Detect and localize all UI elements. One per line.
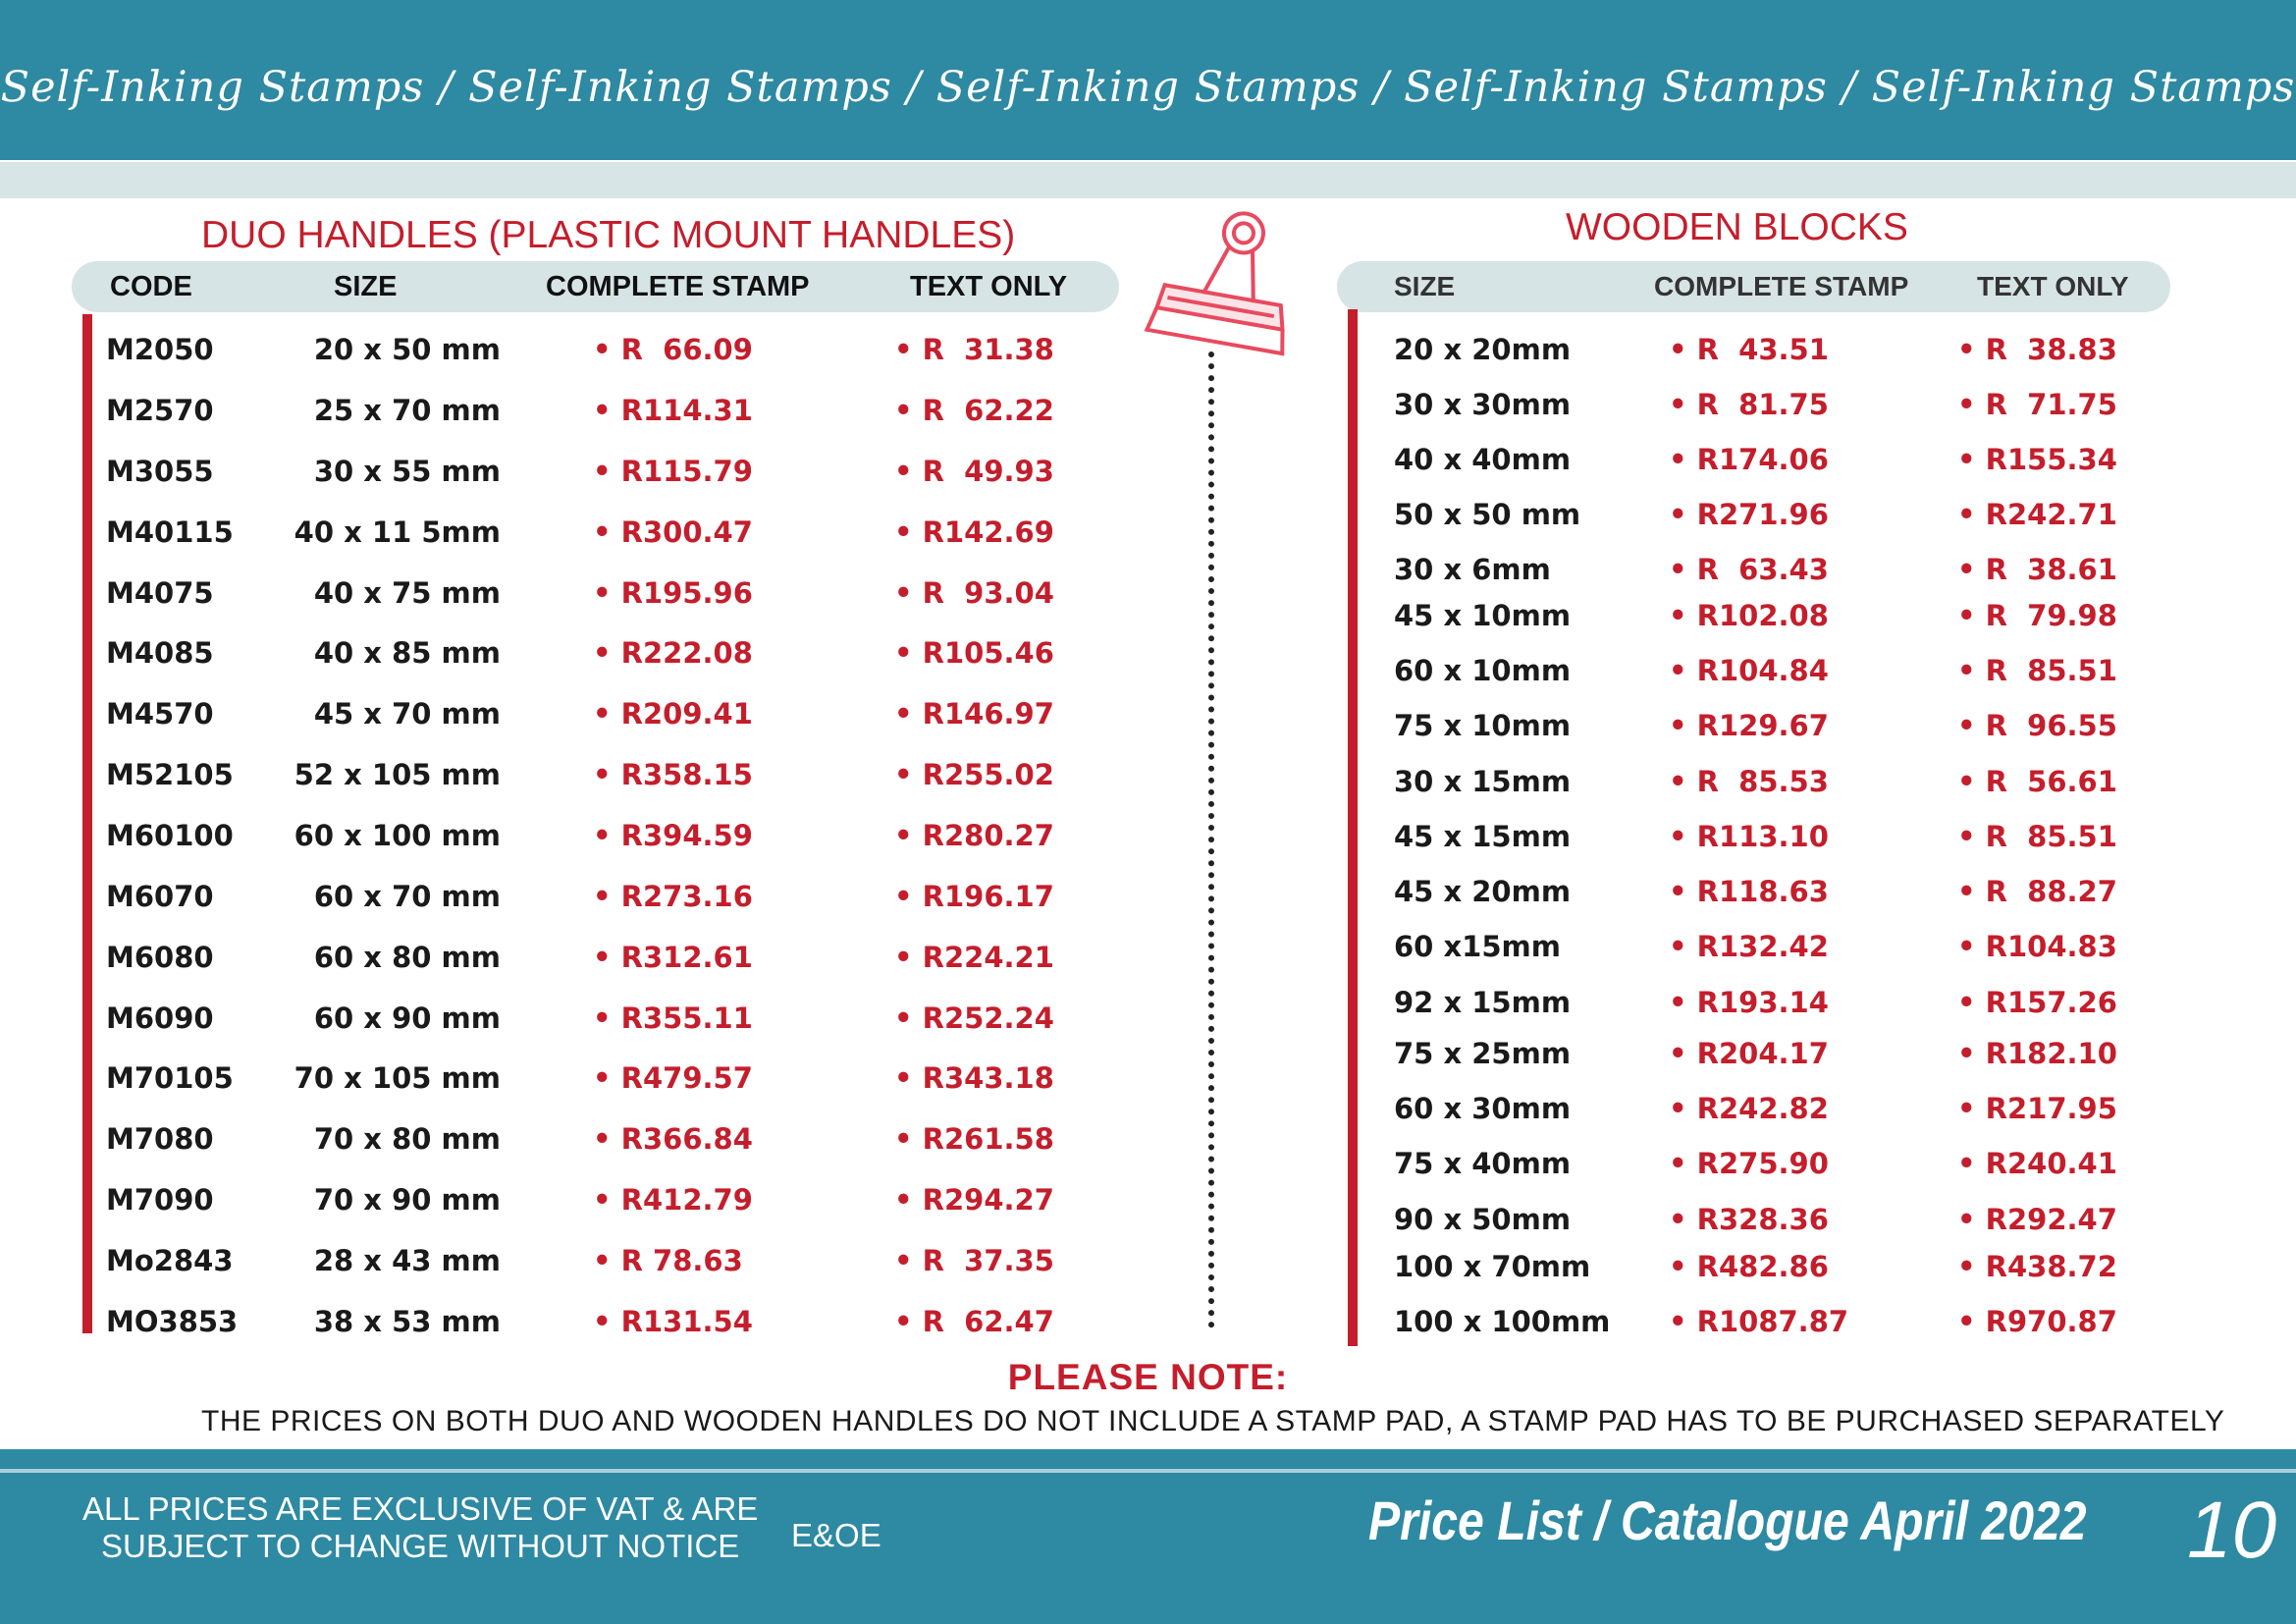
- wooden-text-only-price-cell: • R292.47: [1957, 1203, 2117, 1236]
- wooden-complete-price-cell: • R275.90: [1669, 1147, 1829, 1180]
- wooden-complete-price-cell: • R104.84: [1669, 654, 1829, 687]
- duo-complete-price-cell: • R366.84: [593, 1122, 753, 1156]
- wooden-size-cell: 60 x 10mm: [1394, 654, 1572, 687]
- duo-complete-price-cell: • R358.15: [593, 758, 753, 791]
- wooden-complete-price-cell: • R132.42: [1669, 930, 1829, 963]
- wooden-complete-price-cell: • R204.17: [1669, 1037, 1829, 1070]
- wooden-text-only-price-cell: • R242.71: [1957, 498, 2117, 531]
- duo-code-cell: M2570: [106, 394, 214, 427]
- wooden-size-cell: 45 x 10mm: [1394, 599, 1572, 632]
- duo-header-code: CODE: [110, 271, 192, 302]
- wooden-text-only-price-cell: • R970.87: [1957, 1305, 2117, 1338]
- wooden-size-cell: 75 x 25mm: [1394, 1037, 1572, 1070]
- duo-complete-price-cell: • R300.47: [593, 515, 753, 549]
- duo-text-only-price-cell: • R343.18: [894, 1061, 1054, 1095]
- wooden-header-text-only: TEXT ONLY: [1977, 271, 2129, 301]
- vat-disclaimer-line-1: ALL PRICES ARE EXCLUSIVE OF VAT & ARE: [82, 1490, 759, 1527]
- duo-size-cell: 60 x 70 mm: [313, 880, 501, 913]
- duo-code-cell: M4075: [106, 576, 214, 610]
- footer-rule: [0, 1469, 2296, 1473]
- wooden-size-cell: 100 x 70mm: [1394, 1250, 1591, 1283]
- wooden-text-only-price-cell: • R155.34: [1957, 443, 2117, 476]
- duo-complete-price-cell: • R 78.63: [593, 1244, 743, 1277]
- wooden-complete-price-cell: • R129.67: [1669, 709, 1829, 742]
- duo-text-only-price-cell: • R142.69: [894, 515, 1054, 549]
- wooden-size-cell: 40 x 40mm: [1394, 443, 1572, 476]
- wooden-text-only-price-cell: • R 56.61: [1957, 765, 2117, 798]
- duo-text-only-price-cell: • R 93.04: [894, 576, 1054, 610]
- wooden-complete-price-cell: • R242.82: [1669, 1092, 1829, 1125]
- duo-size-cell: 45 x 70 mm: [313, 697, 501, 731]
- wooden-size-cell: 30 x 30mm: [1394, 388, 1572, 421]
- banner-title: Self-Inking Stamps / Self-Inking Stamps / Self-Inking Stamps / Self-Inking Stamps / Self-Inking Stamps: [0, 63, 2296, 112]
- duo-code-cell: M6070: [106, 880, 214, 913]
- wooden-text-only-price-cell: • R 38.83: [1957, 333, 2117, 366]
- duo-complete-price-cell: • R479.57: [593, 1061, 753, 1095]
- banner-stripe: [0, 162, 2296, 198]
- wooden-text-only-price-cell: • R 85.51: [1957, 820, 2117, 853]
- wooden-accent-bar: [1348, 309, 1358, 1346]
- duo-code-cell: M3055: [106, 455, 214, 488]
- page-number: 10: [2187, 1486, 2277, 1575]
- wooden-size-cell: 75 x 40mm: [1394, 1147, 1572, 1180]
- duo-text-only-price-cell: • R 31.38: [894, 333, 1054, 366]
- duo-code-cell: M6080: [106, 941, 214, 974]
- duo-section-title: DUO HANDLES (PLASTIC MOUNT HANDLES): [201, 214, 1016, 256]
- bulldog-clip-icon: [1137, 198, 1304, 365]
- duo-size-cell: 40 x 75 mm: [313, 576, 501, 610]
- center-dotted-divider: [1208, 352, 1214, 1328]
- wooden-size-cell: 100 x 100mm: [1394, 1305, 1611, 1338]
- wooden-size-cell: 60 x15mm: [1394, 930, 1561, 963]
- wooden-complete-price-cell: • R 81.75: [1669, 388, 1829, 421]
- duo-size-cell: 40 x 11 5mm: [294, 515, 501, 549]
- duo-size-cell: 38 x 53 mm: [313, 1305, 501, 1338]
- duo-code-cell: M4085: [106, 636, 214, 670]
- wooden-complete-price-cell: • R113.10: [1669, 820, 1829, 853]
- wooden-text-only-price-cell: • R182.10: [1957, 1037, 2117, 1070]
- duo-text-only-price-cell: • R 49.93: [894, 455, 1054, 488]
- duo-size-cell: 52 x 105 mm: [294, 758, 501, 791]
- wooden-text-only-price-cell: • R438.72: [1957, 1250, 2117, 1283]
- wooden-complete-price-cell: • R482.86: [1669, 1250, 1829, 1283]
- duo-text-only-price-cell: • R 62.47: [894, 1305, 1054, 1338]
- duo-text-only-price-cell: • R196.17: [894, 880, 1054, 913]
- vat-disclaimer-line-2: SUBJECT TO CHANGE WITHOUT NOTICE: [101, 1528, 740, 1564]
- duo-size-cell: 30 x 55 mm: [313, 455, 501, 488]
- duo-complete-price-cell: • R394.59: [593, 819, 753, 852]
- duo-size-cell: 40 x 85 mm: [313, 636, 501, 670]
- duo-complete-price-cell: • R412.79: [593, 1183, 753, 1217]
- wooden-complete-price-cell: • R328.36: [1669, 1203, 1829, 1236]
- duo-complete-price-cell: • R355.11: [593, 1001, 753, 1035]
- duo-code-cell: M60100: [106, 819, 234, 852]
- duo-header-complete: COMPLETE STAMP: [546, 271, 810, 302]
- duo-complete-price-cell: • R131.54: [593, 1305, 753, 1338]
- wooden-complete-price-cell: • R 43.51: [1669, 333, 1829, 366]
- duo-size-cell: 70 x 90 mm: [313, 1183, 501, 1217]
- wooden-complete-price-cell: • R193.14: [1669, 986, 1829, 1019]
- duo-text-only-price-cell: • R146.97: [894, 697, 1054, 731]
- wooden-header-complete: COMPLETE STAMP: [1654, 271, 1909, 301]
- duo-complete-price-cell: • R195.96: [593, 576, 753, 610]
- catalogue-title: Price List / Catalogue April 2022: [1368, 1489, 2087, 1551]
- duo-complete-price-cell: • R312.61: [593, 941, 753, 974]
- wooden-text-only-price-cell: • R 85.51: [1957, 654, 2117, 687]
- duo-size-cell: 60 x 100 mm: [294, 819, 501, 852]
- wooden-complete-price-cell: • R 63.43: [1669, 553, 1829, 586]
- duo-code-cell: M2050: [106, 333, 214, 366]
- duo-text-only-price-cell: • R105.46: [894, 636, 1054, 670]
- duo-size-cell: 60 x 80 mm: [313, 941, 501, 974]
- wooden-text-only-price-cell: • R 96.55: [1957, 709, 2117, 742]
- wooden-size-cell: 20 x 20mm: [1394, 333, 1572, 366]
- duo-header-text-only: TEXT ONLY: [910, 271, 1068, 302]
- duo-code-cell: M52105: [106, 758, 234, 791]
- duo-size-cell: 60 x 90 mm: [313, 1001, 501, 1035]
- wooden-text-only-price-cell: • R 79.98: [1957, 599, 2117, 632]
- duo-complete-price-cell: • R209.41: [593, 697, 753, 731]
- wooden-size-cell: 92 x 15mm: [1394, 986, 1572, 1019]
- duo-size-cell: 28 x 43 mm: [313, 1244, 501, 1277]
- duo-size-cell: 70 x 80 mm: [313, 1122, 501, 1156]
- wooden-complete-price-cell: • R102.08: [1669, 599, 1829, 632]
- wooden-header-size: SIZE: [1394, 271, 1456, 301]
- duo-code-cell: Mo2843: [106, 1244, 234, 1277]
- duo-text-only-price-cell: • R255.02: [894, 758, 1054, 791]
- wooden-size-cell: 45 x 15mm: [1394, 820, 1572, 853]
- duo-complete-price-cell: • R273.16: [593, 880, 753, 913]
- wooden-complete-price-cell: • R 85.53: [1669, 765, 1829, 798]
- wooden-section-title: WOODEN BLOCKS: [1566, 206, 1908, 248]
- wooden-text-only-price-cell: • R104.83: [1957, 930, 2117, 963]
- wooden-text-only-price-cell: • R157.26: [1957, 986, 2117, 1019]
- duo-size-cell: 20 x 50 mm: [313, 333, 501, 366]
- note-title: PLEASE NOTE:: [1007, 1357, 1289, 1397]
- duo-text-only-price-cell: • R 62.22: [894, 394, 1054, 427]
- note-text: THE PRICES ON BOTH DUO AND WOODEN HANDLES DO NOT INCLUDE A STAMP PAD, A STAMP PAD HAS TO BE PURCHASED SEPARATELY: [201, 1405, 2225, 1437]
- duo-complete-price-cell: • R 66.09: [593, 333, 753, 366]
- wooden-complete-price-cell: • R118.63: [1669, 875, 1829, 908]
- duo-complete-price-cell: • R114.31: [593, 394, 753, 427]
- wooden-size-cell: 30 x 15mm: [1394, 765, 1572, 798]
- wooden-size-cell: 50 x 50 mm: [1394, 498, 1581, 531]
- duo-accent-bar: [82, 314, 92, 1333]
- wooden-text-only-price-cell: • R217.95: [1957, 1092, 2117, 1125]
- duo-code-cell: M70105: [106, 1061, 234, 1095]
- duo-complete-price-cell: • R115.79: [593, 455, 753, 488]
- duo-text-only-price-cell: • R252.24: [894, 1001, 1054, 1035]
- wooden-size-cell: 90 x 50mm: [1394, 1203, 1572, 1236]
- duo-complete-price-cell: • R222.08: [593, 636, 753, 670]
- wooden-size-cell: 75 x 10mm: [1394, 709, 1572, 742]
- wooden-complete-price-cell: • R1087.87: [1669, 1305, 1849, 1338]
- wooden-size-cell: 60 x 30mm: [1394, 1092, 1572, 1125]
- wooden-complete-price-cell: • R174.06: [1669, 443, 1829, 476]
- duo-code-cell: M7090: [106, 1183, 214, 1217]
- duo-code-cell: M40115: [106, 515, 234, 549]
- wooden-complete-price-cell: • R271.96: [1669, 498, 1829, 531]
- wooden-text-only-price-cell: • R 38.61: [1957, 553, 2117, 586]
- duo-code-cell: MO3853: [106, 1305, 239, 1338]
- duo-text-only-price-cell: • R224.21: [894, 941, 1054, 974]
- wooden-text-only-price-cell: • R 71.75: [1957, 388, 2117, 421]
- duo-text-only-price-cell: • R280.27: [894, 819, 1054, 852]
- duo-code-cell: M4570: [106, 697, 214, 731]
- wooden-text-only-price-cell: • R 88.27: [1957, 875, 2117, 908]
- duo-text-only-price-cell: • R261.58: [894, 1122, 1054, 1156]
- duo-size-cell: 70 x 105 mm: [294, 1061, 501, 1095]
- duo-size-cell: 25 x 70 mm: [313, 394, 501, 427]
- duo-header-size: SIZE: [334, 271, 398, 302]
- wooden-text-only-price-cell: • R240.41: [1957, 1147, 2117, 1180]
- duo-code-cell: M7080: [106, 1122, 214, 1156]
- duo-text-only-price-cell: • R 37.35: [894, 1244, 1054, 1277]
- wooden-size-cell: 30 x 6mm: [1394, 553, 1551, 586]
- duo-code-cell: M6090: [106, 1001, 214, 1035]
- eoe-label: E&OE: [791, 1517, 881, 1553]
- wooden-size-cell: 45 x 20mm: [1394, 875, 1572, 908]
- duo-text-only-price-cell: • R294.27: [894, 1183, 1054, 1217]
